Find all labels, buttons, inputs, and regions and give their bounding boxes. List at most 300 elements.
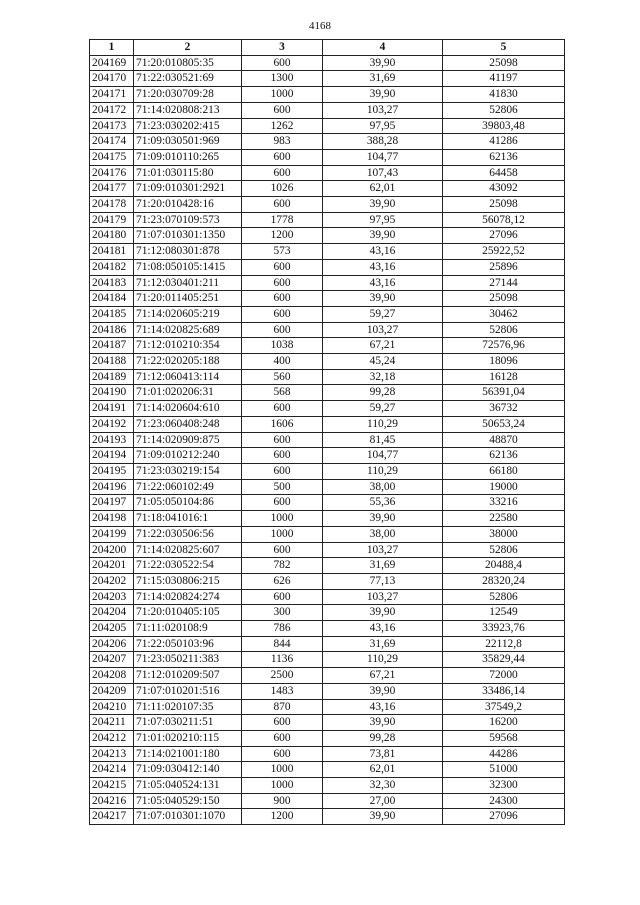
cadastral-number-cell: 71:14:020605:219: [134, 306, 242, 322]
area-cell: 600: [242, 275, 323, 291]
table-row: [90, 621, 565, 637]
value-cell: 28320,24: [443, 573, 565, 589]
rate-cell: 59,27: [323, 306, 443, 322]
table-row: [90, 636, 565, 652]
row-id-cell: 204175: [90, 149, 134, 165]
cadastral-number-cell: 71:08:050105:1415: [134, 259, 242, 275]
table-row: [90, 778, 565, 794]
rate-cell: 104,77: [323, 448, 443, 464]
rate-cell: 31,69: [323, 636, 443, 652]
table-row: [90, 55, 565, 71]
rate-cell: 39,90: [323, 511, 443, 527]
area-cell: 600: [242, 589, 323, 605]
area-cell: 560: [242, 369, 323, 385]
area-cell: 1000: [242, 526, 323, 542]
value-cell: 52806: [443, 589, 565, 605]
row-id-cell: 204181: [90, 244, 134, 260]
row-id-cell: 204180: [90, 228, 134, 244]
rate-cell: 99,28: [323, 385, 443, 401]
value-cell: 19000: [443, 479, 565, 495]
cadastral-number-cell: 71:05:050104:86: [134, 495, 242, 511]
table-row: [90, 259, 565, 275]
area-cell: 1000: [242, 511, 323, 527]
value-cell: 50653,24: [443, 416, 565, 432]
row-id-cell: 204216: [90, 793, 134, 809]
cadastral-number-cell: 71:12:030401:211: [134, 275, 242, 291]
row-id-cell: 204179: [90, 212, 134, 228]
value-cell: 72576,96: [443, 338, 565, 354]
area-cell: 844: [242, 636, 323, 652]
row-id-cell: 204205: [90, 621, 134, 637]
table-row: [90, 558, 565, 574]
row-id-cell: 204197: [90, 495, 134, 511]
row-id-cell: 204178: [90, 197, 134, 213]
value-cell: 44286: [443, 746, 565, 762]
row-id-cell: 204209: [90, 683, 134, 699]
rate-cell: 97,95: [323, 212, 443, 228]
cadastral-number-cell: 71:14:020909:875: [134, 432, 242, 448]
area-cell: 600: [242, 730, 323, 746]
page-number: 4168: [309, 20, 331, 32]
value-cell: 25098: [443, 291, 565, 307]
value-cell: 25098: [443, 197, 565, 213]
row-id-cell: 204195: [90, 463, 134, 479]
table-row: [90, 683, 565, 699]
rate-cell: 45,24: [323, 354, 443, 370]
area-cell: 786: [242, 621, 323, 637]
cadastral-number-cell: 71:11:020107:35: [134, 699, 242, 715]
area-cell: 600: [242, 291, 323, 307]
cadastral-number-cell: 71:07:030211:51: [134, 715, 242, 731]
cadastral-number-cell: 71:07:010201:516: [134, 683, 242, 699]
cadastral-number-cell: 71:14:020604:610: [134, 401, 242, 417]
area-cell: 1262: [242, 118, 323, 134]
area-cell: 600: [242, 322, 323, 338]
value-cell: 41286: [443, 134, 565, 150]
rate-cell: 97,95: [323, 118, 443, 134]
row-id-cell: 204191: [90, 401, 134, 417]
value-cell: 33216: [443, 495, 565, 511]
table-row: [90, 322, 565, 338]
column-header: 3: [242, 40, 323, 56]
rate-cell: 39,90: [323, 809, 443, 825]
rate-cell: 43,16: [323, 275, 443, 291]
cadastral-number-cell: 71:14:020825:607: [134, 542, 242, 558]
rate-cell: 73,81: [323, 746, 443, 762]
value-cell: 52806: [443, 542, 565, 558]
cadastral-number-cell: 71:22:020205:188: [134, 354, 242, 370]
table-row: [90, 589, 565, 605]
table-row: [90, 730, 565, 746]
row-id-cell: 204172: [90, 102, 134, 118]
table-row: [90, 228, 565, 244]
rate-cell: 77,13: [323, 573, 443, 589]
table-row: [90, 87, 565, 103]
header-row: [90, 40, 565, 56]
row-id-cell: 204192: [90, 416, 134, 432]
area-cell: 600: [242, 746, 323, 762]
cadastral-number-cell: 71:14:021001:180: [134, 746, 242, 762]
area-cell: 600: [242, 165, 323, 181]
area-cell: 600: [242, 149, 323, 165]
table-body: [90, 55, 565, 824]
table-row: [90, 432, 565, 448]
cadastral-number-cell: 71:12:010210:354: [134, 338, 242, 354]
row-id-cell: 204204: [90, 605, 134, 621]
value-cell: 52806: [443, 322, 565, 338]
row-id-cell: 204177: [90, 181, 134, 197]
table-row: [90, 338, 565, 354]
rate-cell: 39,90: [323, 55, 443, 71]
value-cell: 33486,14: [443, 683, 565, 699]
table-row: [90, 416, 565, 432]
cadastral-number-cell: 71:20:010405:105: [134, 605, 242, 621]
table-row: [90, 463, 565, 479]
row-id-cell: 204176: [90, 165, 134, 181]
value-cell: 56078,12: [443, 212, 565, 228]
cadastral-number-cell: 71:22:030506:56: [134, 526, 242, 542]
rate-cell: 99,28: [323, 730, 443, 746]
table-row: [90, 181, 565, 197]
area-cell: 626: [242, 573, 323, 589]
row-id-cell: 204196: [90, 479, 134, 495]
table-row: [90, 354, 565, 370]
value-cell: 18096: [443, 354, 565, 370]
rate-cell: 43,16: [323, 621, 443, 637]
value-cell: 12549: [443, 605, 565, 621]
cadastral-number-cell: 71:11:020108:9: [134, 621, 242, 637]
rate-cell: 39,90: [323, 197, 443, 213]
cadastral-number-cell: 71:14:020825:689: [134, 322, 242, 338]
value-cell: 25922,52: [443, 244, 565, 260]
column-header: 1: [90, 40, 134, 56]
row-id-cell: 204200: [90, 542, 134, 558]
row-id-cell: 204186: [90, 322, 134, 338]
row-id-cell: 204203: [90, 589, 134, 605]
table-row: [90, 448, 565, 464]
area-cell: 600: [242, 401, 323, 417]
cadastral-number-cell: 71:15:030806:215: [134, 573, 242, 589]
cadastral-number-cell: 71:22:060102:49: [134, 479, 242, 495]
value-cell: 66180: [443, 463, 565, 479]
value-cell: 62136: [443, 149, 565, 165]
rate-cell: 110,29: [323, 416, 443, 432]
area-cell: 573: [242, 244, 323, 260]
table-row: [90, 511, 565, 527]
area-cell: 400: [242, 354, 323, 370]
area-cell: 1483: [242, 683, 323, 699]
cadastral-number-cell: 71:14:020808:213: [134, 102, 242, 118]
cadastral-number-cell: 71:20:010805:35: [134, 55, 242, 71]
cadastral-number-cell: 71:18:041016:1: [134, 511, 242, 527]
value-cell: 24300: [443, 793, 565, 809]
table-row: [90, 479, 565, 495]
row-id-cell: 204190: [90, 385, 134, 401]
cadastral-number-cell: 71:22:030522:54: [134, 558, 242, 574]
value-cell: 27096: [443, 809, 565, 825]
cadastral-number-cell: 71:12:060413:114: [134, 369, 242, 385]
cadastral-number-cell: 71:12:010209:507: [134, 668, 242, 684]
row-id-cell: 204174: [90, 134, 134, 150]
area-cell: 600: [242, 102, 323, 118]
rate-cell: 39,90: [323, 605, 443, 621]
cadastral-number-cell: 71:12:080301:878: [134, 244, 242, 260]
area-cell: 1300: [242, 71, 323, 87]
row-id-cell: 204217: [90, 809, 134, 825]
cadastral-number-cell: 71:20:030709:28: [134, 87, 242, 103]
area-cell: 1136: [242, 652, 323, 668]
row-id-cell: 204183: [90, 275, 134, 291]
row-id-cell: 204207: [90, 652, 134, 668]
row-id-cell: 204215: [90, 778, 134, 794]
column-header: 5: [443, 40, 565, 56]
rate-cell: 32,18: [323, 369, 443, 385]
row-id-cell: 204212: [90, 730, 134, 746]
cadastral-number-cell: 71:05:040529:150: [134, 793, 242, 809]
cadastral-number-cell: 71:01:020206:31: [134, 385, 242, 401]
table-row: [90, 165, 565, 181]
column-header: 2: [134, 40, 242, 56]
row-id-cell: 204187: [90, 338, 134, 354]
rate-cell: 32,30: [323, 778, 443, 794]
cadastral-number-cell: 71:23:030219:154: [134, 463, 242, 479]
cadastral-number-cell: 71:01:020210:115: [134, 730, 242, 746]
area-cell: 600: [242, 542, 323, 558]
rate-cell: 110,29: [323, 463, 443, 479]
rate-cell: 55,36: [323, 495, 443, 511]
data-table: [89, 39, 565, 825]
area-cell: 600: [242, 197, 323, 213]
rate-cell: 39,90: [323, 291, 443, 307]
row-id-cell: 204189: [90, 369, 134, 385]
row-id-cell: 204208: [90, 668, 134, 684]
value-cell: 22112,8: [443, 636, 565, 652]
table-row: [90, 102, 565, 118]
row-id-cell: 204193: [90, 432, 134, 448]
area-cell: 600: [242, 495, 323, 511]
cadastral-number-cell: 71:23:030202:415: [134, 118, 242, 134]
value-cell: 35829,44: [443, 652, 565, 668]
rate-cell: 62,01: [323, 762, 443, 778]
area-cell: 1778: [242, 212, 323, 228]
area-cell: 600: [242, 715, 323, 731]
value-cell: 25098: [443, 55, 565, 71]
rate-cell: 39,90: [323, 228, 443, 244]
value-cell: 16200: [443, 715, 565, 731]
rate-cell: 103,27: [323, 322, 443, 338]
cadastral-number-cell: 71:23:050211:383: [134, 652, 242, 668]
table-row: [90, 291, 565, 307]
row-id-cell: 204211: [90, 715, 134, 731]
rate-cell: 67,21: [323, 668, 443, 684]
rate-cell: 103,27: [323, 102, 443, 118]
value-cell: 39803,48: [443, 118, 565, 134]
table-row: [90, 212, 565, 228]
value-cell: 25896: [443, 259, 565, 275]
rate-cell: 38,00: [323, 479, 443, 495]
value-cell: 20488,4: [443, 558, 565, 574]
column-header: 4: [323, 40, 443, 56]
table-row: [90, 118, 565, 134]
rate-cell: 388,28: [323, 134, 443, 150]
table-row: [90, 401, 565, 417]
row-id-cell: 204198: [90, 511, 134, 527]
rate-cell: 67,21: [323, 338, 443, 354]
area-cell: 1026: [242, 181, 323, 197]
table-row: [90, 668, 565, 684]
value-cell: 22580: [443, 511, 565, 527]
row-id-cell: 204184: [90, 291, 134, 307]
value-cell: 56391,04: [443, 385, 565, 401]
area-cell: 1000: [242, 87, 323, 103]
value-cell: 33923,76: [443, 621, 565, 637]
table-row: [90, 385, 565, 401]
table-row: [90, 809, 565, 825]
rate-cell: 59,27: [323, 401, 443, 417]
table-row: [90, 526, 565, 542]
cadastral-number-cell: 71:09:010301:2921: [134, 181, 242, 197]
area-cell: 1038: [242, 338, 323, 354]
table-row: [90, 652, 565, 668]
rate-cell: 107,43: [323, 165, 443, 181]
cadastral-number-cell: 71:20:011405:251: [134, 291, 242, 307]
area-cell: 1200: [242, 228, 323, 244]
cadastral-number-cell: 71:22:050103:96: [134, 636, 242, 652]
row-id-cell: 204202: [90, 573, 134, 589]
cadastral-number-cell: 71:23:070109:573: [134, 212, 242, 228]
rate-cell: 62,01: [323, 181, 443, 197]
rate-cell: 103,27: [323, 542, 443, 558]
rate-cell: 39,90: [323, 683, 443, 699]
cadastral-number-cell: 71:14:020824:274: [134, 589, 242, 605]
cadastral-number-cell: 71:05:040524:131: [134, 778, 242, 794]
row-id-cell: 204213: [90, 746, 134, 762]
value-cell: 41197: [443, 71, 565, 87]
table-row: [90, 306, 565, 322]
row-id-cell: 204194: [90, 448, 134, 464]
area-cell: 500: [242, 479, 323, 495]
rate-cell: 104,77: [323, 149, 443, 165]
area-cell: 300: [242, 605, 323, 621]
cadastral-number-cell: 71:09:030412:140: [134, 762, 242, 778]
area-cell: 2500: [242, 668, 323, 684]
row-id-cell: 204188: [90, 354, 134, 370]
cadastral-number-cell: 71:09:030501:969: [134, 134, 242, 150]
cadastral-number-cell: 71:20:010428:16: [134, 197, 242, 213]
table-row: [90, 573, 565, 589]
table-row: [90, 149, 565, 165]
table-row: [90, 542, 565, 558]
row-id-cell: 204170: [90, 71, 134, 87]
area-cell: 600: [242, 432, 323, 448]
area-cell: 1000: [242, 762, 323, 778]
rate-cell: 31,69: [323, 71, 443, 87]
row-id-cell: 204214: [90, 762, 134, 778]
row-id-cell: 204185: [90, 306, 134, 322]
row-id-cell: 204171: [90, 87, 134, 103]
table-row: [90, 244, 565, 260]
row-id-cell: 204201: [90, 558, 134, 574]
table-row: [90, 699, 565, 715]
value-cell: 37549,2: [443, 699, 565, 715]
rate-cell: 43,16: [323, 259, 443, 275]
value-cell: 72000: [443, 668, 565, 684]
table-row: [90, 495, 565, 511]
area-cell: 600: [242, 306, 323, 322]
cadastral-number-cell: 71:07:010301:1350: [134, 228, 242, 244]
value-cell: 30462: [443, 306, 565, 322]
value-cell: 51000: [443, 762, 565, 778]
value-cell: 59568: [443, 730, 565, 746]
area-cell: 1200: [242, 809, 323, 825]
table-row: [90, 197, 565, 213]
table-row: [90, 605, 565, 621]
row-id-cell: 204210: [90, 699, 134, 715]
value-cell: 27144: [443, 275, 565, 291]
table-row: [90, 275, 565, 291]
rate-cell: 43,16: [323, 699, 443, 715]
area-cell: 600: [242, 259, 323, 275]
area-cell: 782: [242, 558, 323, 574]
table-row: [90, 134, 565, 150]
row-id-cell: 204169: [90, 55, 134, 71]
value-cell: 43092: [443, 181, 565, 197]
table-row: [90, 715, 565, 731]
area-cell: 1000: [242, 778, 323, 794]
area-cell: 600: [242, 463, 323, 479]
cadastral-number-cell: 71:23:060408:248: [134, 416, 242, 432]
cadastral-number-cell: 71:09:010212:240: [134, 448, 242, 464]
row-id-cell: 204206: [90, 636, 134, 652]
table-row: [90, 793, 565, 809]
value-cell: 16128: [443, 369, 565, 385]
area-cell: 568: [242, 385, 323, 401]
value-cell: 38000: [443, 526, 565, 542]
cadastral-number-cell: 71:07:010301:1070: [134, 809, 242, 825]
rate-cell: 31,69: [323, 558, 443, 574]
value-cell: 36732: [443, 401, 565, 417]
row-id-cell: 204199: [90, 526, 134, 542]
value-cell: 41830: [443, 87, 565, 103]
area-cell: 870: [242, 699, 323, 715]
area-cell: 900: [242, 793, 323, 809]
value-cell: 48870: [443, 432, 565, 448]
area-cell: 983: [242, 134, 323, 150]
value-cell: 52806: [443, 102, 565, 118]
rate-cell: 39,90: [323, 715, 443, 731]
cadastral-number-cell: 71:01:030115:80: [134, 165, 242, 181]
rate-cell: 27,00: [323, 793, 443, 809]
table-row: [90, 369, 565, 385]
table-row: [90, 71, 565, 87]
cadastral-number-cell: 71:09:010110:265: [134, 149, 242, 165]
value-cell: 62136: [443, 448, 565, 464]
rate-cell: 38,00: [323, 526, 443, 542]
rate-cell: 43,16: [323, 244, 443, 260]
value-cell: 64458: [443, 165, 565, 181]
value-cell: 27096: [443, 228, 565, 244]
rate-cell: 110,29: [323, 652, 443, 668]
rate-cell: 39,90: [323, 87, 443, 103]
rate-cell: 103,27: [323, 589, 443, 605]
area-cell: 600: [242, 55, 323, 71]
cadastral-number-cell: 71:22:030521:69: [134, 71, 242, 87]
table-row: [90, 746, 565, 762]
area-cell: 600: [242, 448, 323, 464]
value-cell: 32300: [443, 778, 565, 794]
rate-cell: 81,45: [323, 432, 443, 448]
area-cell: 1606: [242, 416, 323, 432]
